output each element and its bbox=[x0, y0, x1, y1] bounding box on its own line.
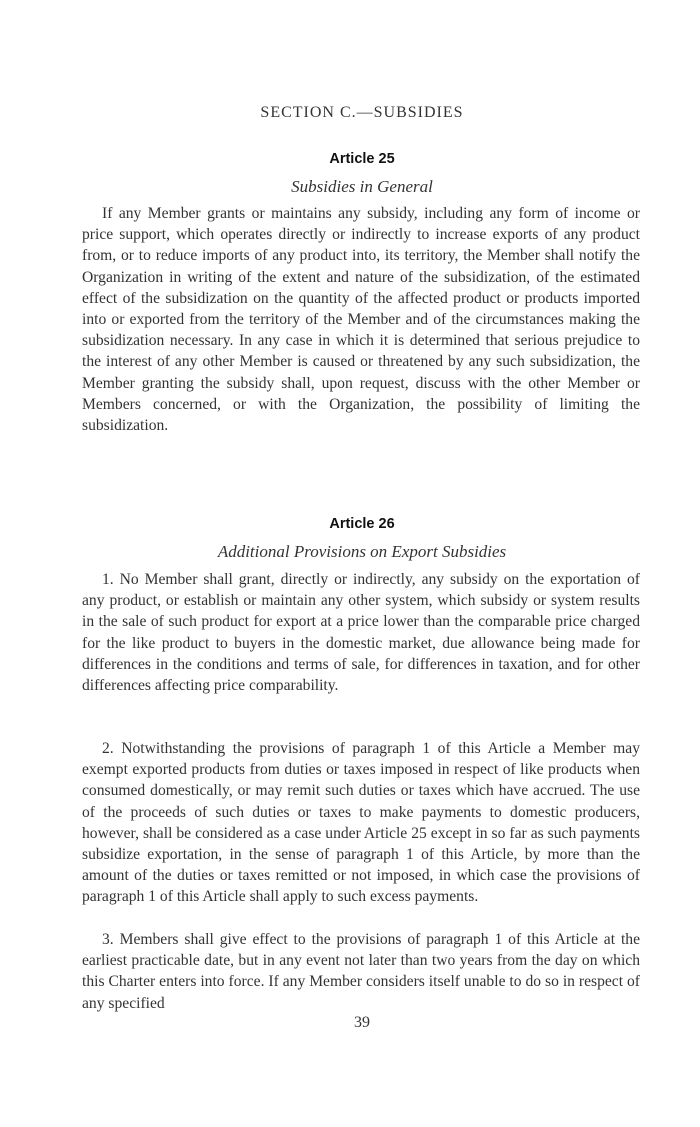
article-25-paragraph: If any Member grants or maintains any subsidy, including any form of income or price support, which operates directly or indirectly to increase exports of any product from, or to reduce imports of any product into, its territory, the Member shall notify the Organization in writing of the extent and nature of the subsidization, of the estimated effect of the subsidization on the quantity of the affected product or products imported into or exported from the territory of the Member and of the circumstances making the subsidization necessary. In any case in which it is determined that serious prejudice to the interest of any other Member is caused or threatened by any such subsidization, the Member granting the subsidy shall, upon request, discuss with the other Member or Members concerned, or with the Organization, the possibility of limiting the subsidization. bbox=[82, 205, 640, 435]
article-26-paragraph-2: 2. Notwithstanding the provisions of paragraph 1 of this Article a Member may exempt exported products from duties or taxes imposed in respect of like products when consumed domestically, or may remit such duties or taxes which have accrued. The use of the proceeds of such duties or taxes to make payments to domestic producers, however, shall be considered as a case under Article 25 except in so far as such payments subsidize exportation, in the sense of paragraph 1 of this Article, by more than the amount of the duties or taxes remitted or not imposed, in which case the provisions of paragraph 1 of this Article shall apply to such excess payments. bbox=[82, 740, 640, 906]
article-26-subtitle: Additional Provisions on Export Subsidies bbox=[217, 542, 507, 561]
article-25-heading: Article 25 bbox=[329, 151, 395, 167]
article-25-subtitle: Subsidies in General bbox=[291, 177, 433, 196]
page-number: 39 bbox=[354, 1014, 370, 1031]
section-title: SECTION C.—SUBSIDIES bbox=[260, 104, 464, 121]
article-26-paragraph-3: 3. Members shall give effect to the provisions of paragraph 1 of this Article at the earliest practicable date, but in any event not later than two years from the day on which this Charter enters into force. If any Member considers itself unable to do so in respect of any specified bbox=[82, 931, 640, 1012]
article-26-paragraph-1: 1. No Member shall grant, directly or indirectly, any subsidy on the exportation of any product, or establish or maintain any other system, which subsidy or system results in the sale of such product for export at a price lower than the comparable price charged for the like product to buyers in the domestic market, due allowance being made for differences in the conditions and terms of sale, for differences in taxation, and for other differences affecting price comparability. bbox=[82, 571, 640, 695]
article-26-heading: Article 26 bbox=[329, 516, 395, 532]
